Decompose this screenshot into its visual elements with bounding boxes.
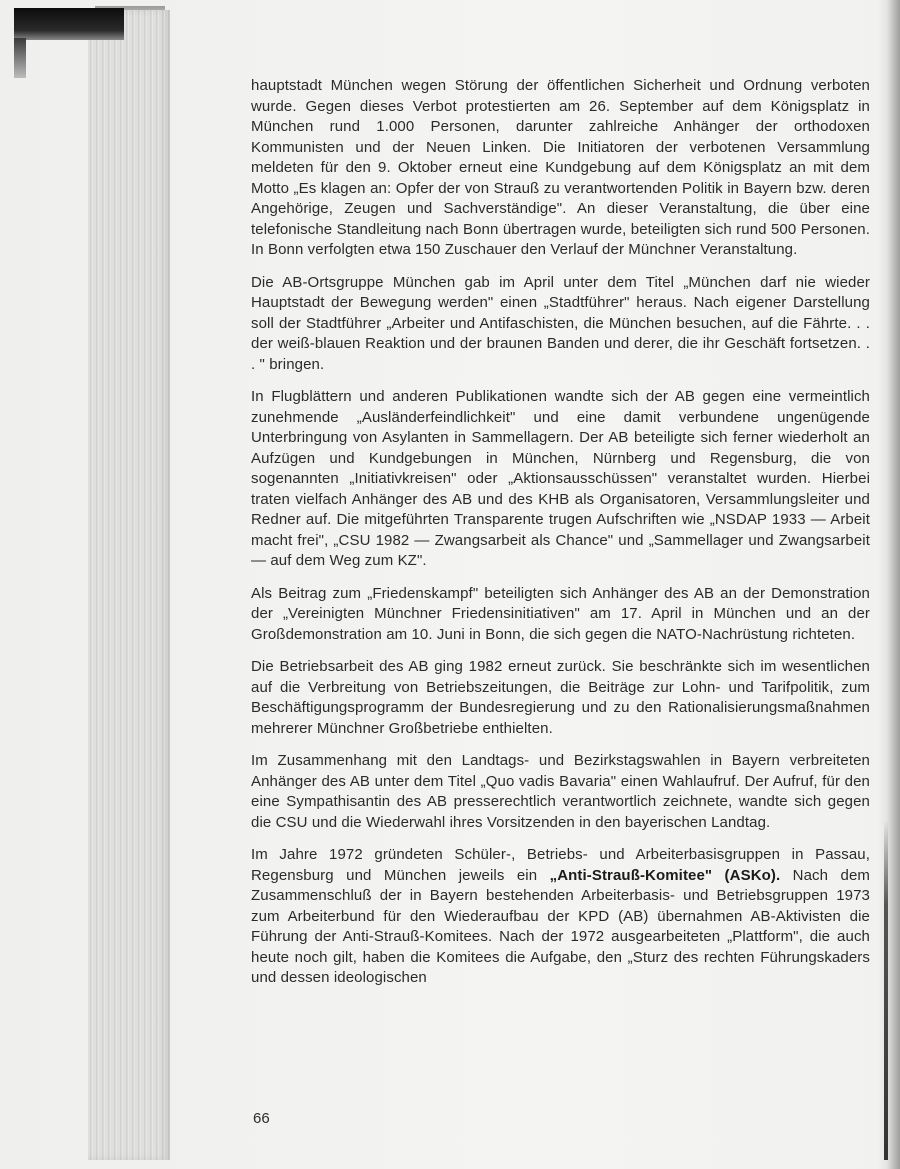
right-edge-line [884, 820, 888, 1160]
asko-heading-bold: „Anti-Strauß-Komitee" (ASKo). [549, 866, 781, 884]
paragraph-1: hauptstadt München wegen Störung der öffentlichen Sicherheit und Ordnung verboten wurde. Gegen dieses Verbot protestierten am 26. September auf dem Königsplatz in München rund 1.000 Personen, darunter zahlreiche Anhänger der orthodoxen Kommunisten und der Neuen Linken. Die Initiatoren der verbotenen Versammlung meldeten für den 9. Oktober erneut eine Kundgebung auf dem Königsplatz an mit dem Motto „Es klagen an: Opfer der von Strauß zu verantwortenden Politik in Bayern bzw. deren Angehörige, Zeugen und Sachverständige". An dieser Veranstaltung, die über eine telefonische Standleitung nach Bonn übertragen wurde, beteiligten sich rund 500 Personen. In Bonn verfolgten etwa 150 Zuschauer den Verlauf der Münchner Veranstaltung. [251, 77, 870, 258]
book-page-edges [88, 10, 170, 1160]
page-number: 66 [253, 1110, 270, 1127]
body-text [251, 76, 870, 1001]
paragraph-3: In Flugblättern und anderen Publikationen wandte sich der AB gegen eine vermeintlich zunehmende „Ausländerfeindlichkeit" und eine damit verbundene ungenügende Unterbringung von Asylanten in Sammellagern. Der AB beteiligte sich ferner wiederholt an Aufzügen und Kundgebungen in München, Nürnberg und Regensburg, die von sogenannten „Initiativkreisen" oder „Aktionsausschüssen" veranstaltet wurden. Hierbei traten vielfach Anhänger des AB und des KHB als Organisatoren, Versammlungsleiter und Redner auf. Die mitgeführten Transparente trugen Aufschriften wie „NSDAP 1933 — Arbeit macht frei", „CSU 1982 — Zwangsarbeit als Chance" und „Sammellager und Zwangsarbeit — auf dem Weg zum KZ". [251, 388, 870, 569]
paragraph-4: Als Beitrag zum „Friedenskampf" beteiligten sich Anhänger des AB an der Demonstration der „Vereinigten Münchner Friedensinitiativen" am 17. April in München und an der Großdemonstration am 10. Juni in Bonn, die sich gegen die NATO-Nachrüstung richteten. [251, 584, 870, 643]
binding-shadow [14, 8, 124, 40]
paragraph-7-intro: Im Jahre 1972 gründeten Schüler-, Betriebs- und Arbeiterbasisgruppen in Passau, Regensburg und München jeweils ein [251, 846, 870, 884]
paragraph-2: Die AB-Ortsgruppe München gab im April unter dem Titel „München darf nie wieder Hauptstadt der Bewegung werden" einen „Stadtführer" heraus. Nach eigener Darstellung soll der Stadtführer „Arbeiter und Antifaschisten, die München besuchen, auf die Fährte. . . der weiß-blauen Reaktion und der braunen Banden und derer, die ihr Geschäft fortsetzen. . . " bringen. [251, 273, 870, 373]
right-edge-shadow [878, 0, 900, 1169]
binding-shadow-lower [14, 38, 26, 78]
paragraph-7 [251, 845, 870, 989]
paragraph-6: Im Zusammenhang mit den Landtags- und Bezirkstagswahlen in Bayern verbreiteten Anhänger des AB unter dem Titel „Quo vadis Bavaria" einen Wahlaufruf. Der Aufruf, für den eine Sympathisantin des AB presserechtlich verantwortlich zeichnete, wandte sich gegen die CSU und die Wiederwahl ihres Vorsitzenden in den bayerischen Landtag. [251, 752, 870, 831]
paragraph-7-rest: Nach dem Zusammenschluß der in Bayern bestehenden Arbeiterbasis- und Betriebsgruppen 1973 zum Arbeiterbund für den Wiederaufbau der KPD (AB) übernahmen AB-Aktivisten die Führung der Anti-Strauß-Komitees. Nach der 1972 ausgearbeiteten „Plattform", die auch heute noch gilt, haben die Komitees die Aufgabe, den „Sturz des rechten Führungskaders und dessen ideologischen [251, 866, 870, 986]
paragraph-5: Die Betriebsarbeit des AB ging 1982 erneut zurück. Sie beschränkte sich im wesentlichen auf die Verbreitung von Betriebszeitungen, die Beiträge zur Lohn- und Tarifpolitik, zum Beschäftigungsprogramm der Bundesregierung und zu den Rationalisierungsmaßnahmen mehrerer Münchner Großbetriebe enthielten. [251, 658, 870, 737]
